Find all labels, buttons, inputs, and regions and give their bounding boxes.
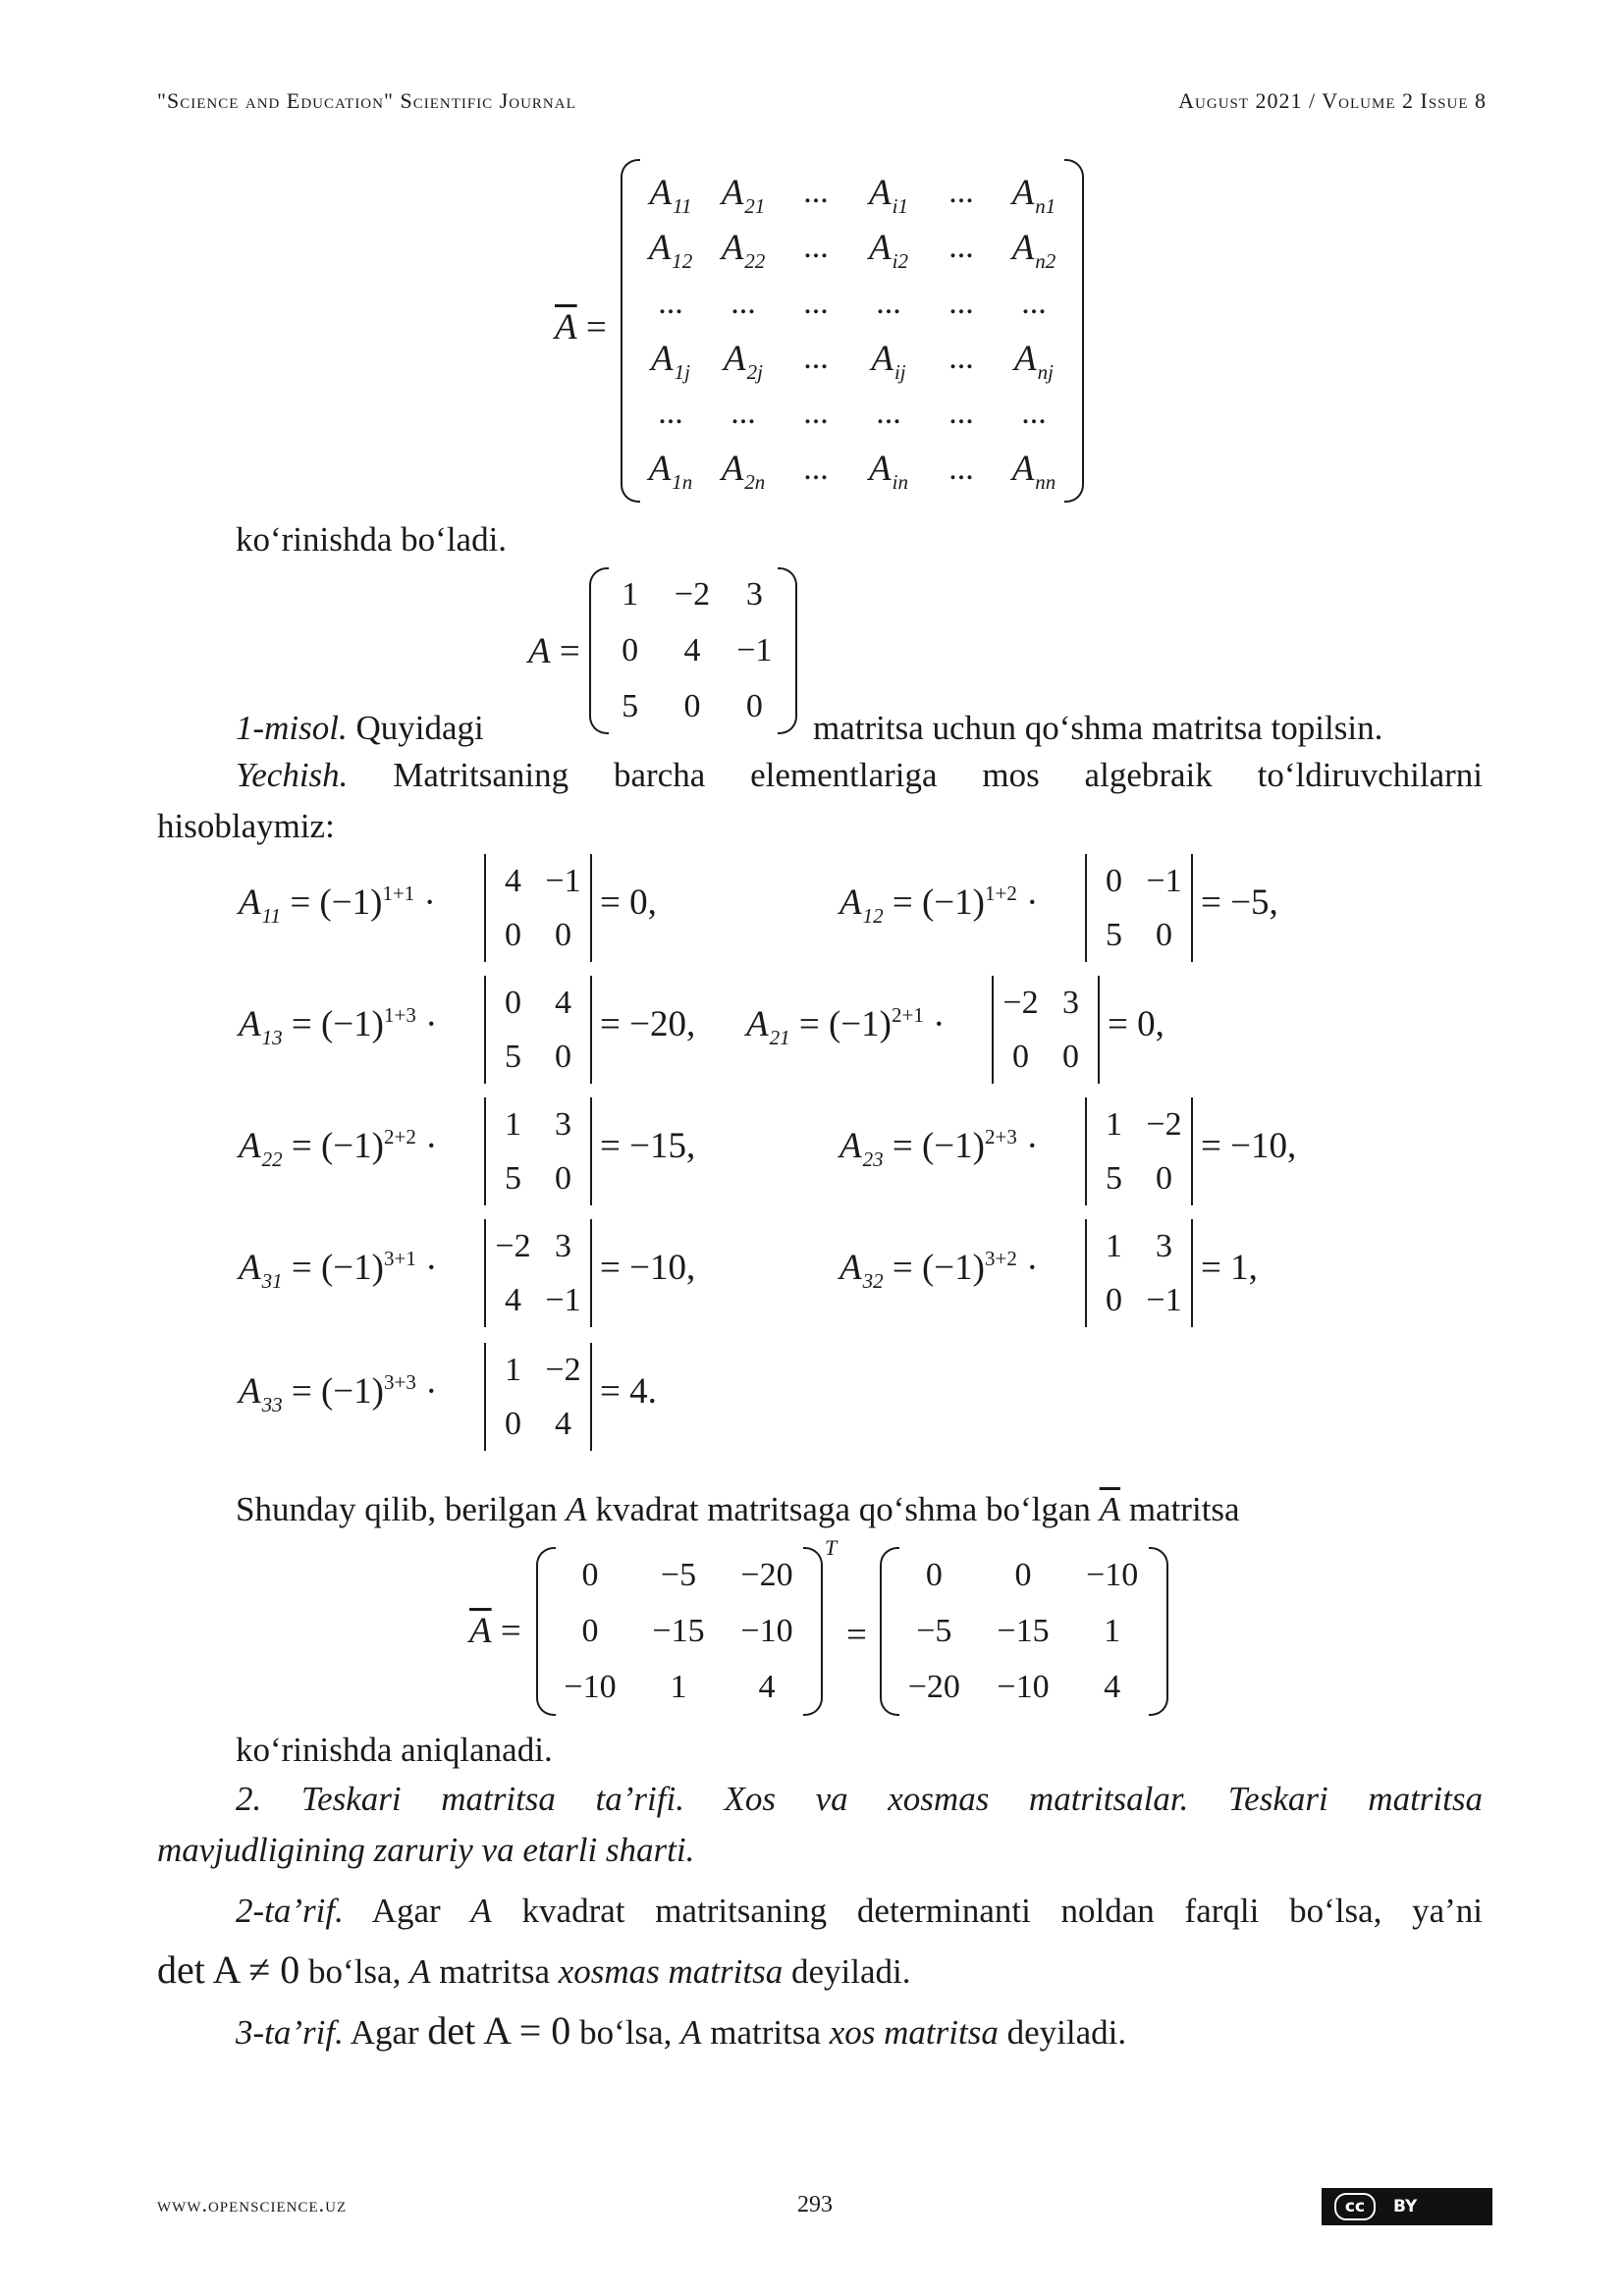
definition-2-cont: det A ≠ 0 bo‘lsa, A matritsa xosmas matritsa deyiladi. — [157, 1948, 911, 1992]
cofactor-symbol: A — [839, 882, 862, 923]
cofactor-lhs: $A_{22} = (-1)^{2+2}$ · — [239, 1125, 438, 1171]
matrix-entry: ... — [803, 340, 829, 377]
matrix-entry: −1 — [736, 631, 773, 668]
cofactor-index: 21 — [769, 1026, 790, 1049]
cofactor-power: 3+1 — [384, 1247, 416, 1270]
minor-entry: 0 — [1012, 1038, 1029, 1075]
minor-entry: −2 — [545, 1351, 581, 1388]
cofactor-33 — [239, 1343, 867, 1451]
matrix-entry: 3 — [745, 576, 763, 614]
matrix-entry: $A_{n2}$ — [1011, 227, 1056, 273]
matrix-entry: $A_{11}$ — [649, 172, 692, 218]
adjoint-general-matrix — [621, 159, 1084, 503]
cofactor-result: = 0, — [1108, 1004, 1164, 1044]
matrix-entry: ... — [1021, 284, 1047, 321]
cofactor-lhs: $A_{21} = (-1)^{2+1}$ · — [746, 1003, 946, 1049]
page-number: 293 — [797, 2192, 833, 2217]
cofactor-lhs: $A_{31} = (-1)^{3+1}$ · — [239, 1247, 438, 1293]
minor-entry: 0 — [505, 916, 521, 953]
minor-entry: −2 — [495, 1227, 531, 1264]
cofactor-sign: = (−1) — [883, 1248, 985, 1288]
cofactor-symbol: A — [239, 1004, 261, 1044]
minor-entry: −2 — [1002, 984, 1039, 1021]
matrix-entry: ... — [948, 229, 974, 266]
minor-entry: 1 — [505, 1105, 521, 1143]
cofactor-lhs: $A_{13} = (-1)^{1+3}$ · — [239, 1003, 438, 1049]
matrix-entry: ... — [731, 284, 756, 321]
cofactor-sign: = (−1) — [282, 1248, 384, 1288]
matrix-entry: ... — [731, 395, 756, 432]
matrix-entry: ... — [803, 174, 829, 211]
matrix-entry: $A_{n1}$ — [1011, 172, 1056, 218]
cofactor-minor — [484, 1343, 592, 1451]
section-2-heading-cont: mavjudligining zaruriy va etarli sharti. — [157, 1831, 695, 1869]
matrix-a — [589, 567, 797, 734]
minor-entry: 1 — [1106, 1227, 1122, 1264]
cofactor-lhs: $A_{12} = (-1)^{1+2}$ · — [839, 881, 1039, 928]
cofactor-31 — [239, 1219, 867, 1327]
minor-entry: 0 — [555, 1159, 571, 1197]
matrix-entry: $A_{i2}$ — [869, 227, 908, 273]
minor-entry: 5 — [505, 1159, 521, 1197]
cofactor-minor — [1085, 1219, 1193, 1327]
matrix-entry: −5 — [916, 1612, 952, 1649]
cofactor-minor — [484, 854, 592, 962]
cofactor-index: 11 — [261, 904, 282, 928]
matrix-entry: $A_{21}$ — [721, 172, 766, 218]
matrix-entry: −5 — [660, 1556, 697, 1593]
minor-entry: 0 — [1156, 916, 1172, 953]
journal-title: "Science and Education" Scientific Journal — [157, 88, 576, 113]
cofactor-index: 32 — [862, 1269, 884, 1293]
solution-paragraph: Yechish. Matritsaning barcha elementlariga mos algebraik to‘ldiruvchilarni — [236, 756, 1483, 794]
cofactor-index: 31 — [261, 1269, 283, 1293]
cofactor-23 — [839, 1097, 1468, 1205]
matrix-entry: $A_{2j}$ — [724, 338, 763, 384]
matrix-entry: 5 — [622, 687, 639, 724]
cofactor-index: 12 — [862, 904, 884, 928]
minor-entry: 5 — [1106, 1159, 1122, 1197]
cofactor-11 — [239, 854, 867, 962]
cofactor-symbol: A — [239, 882, 261, 923]
minor-entry: 4 — [505, 1281, 521, 1318]
matrix-entry: ... — [658, 284, 683, 321]
minor-entry: 3 — [1062, 984, 1079, 1021]
minor-entry: 5 — [505, 1038, 521, 1075]
matrix-entry: 0 — [683, 687, 701, 724]
cofactor-index: 22 — [261, 1148, 283, 1171]
minor-entry: 3 — [1156, 1227, 1172, 1264]
matrix-entry: $A_{nn}$ — [1011, 449, 1056, 495]
matrix-entry: ... — [876, 395, 901, 432]
minor-entry: −1 — [1146, 862, 1182, 899]
matrix-entry: ... — [803, 395, 829, 432]
minor-entry: 1 — [505, 1351, 521, 1388]
paragraph-aniqlanadi: ko‘rinishda aniqlanadi. — [236, 1731, 553, 1769]
cofactor-result: = −10, — [600, 1248, 696, 1288]
matrix-entry: −10 — [564, 1669, 617, 1706]
matrix-entry: 1 — [622, 576, 639, 614]
cofactor-symbol: A — [746, 1004, 769, 1044]
matrix-entry: −10 — [740, 1612, 793, 1649]
cofactor-power: 1+3 — [384, 1003, 416, 1027]
cofactor-symbol: A — [239, 1248, 261, 1288]
minor-entry: 0 — [1156, 1159, 1172, 1197]
cofactor-result: = −5, — [1201, 882, 1278, 923]
minor-entry: 0 — [1062, 1038, 1079, 1075]
matrix-entry: ... — [803, 284, 829, 321]
cofactor-result: = −15, — [600, 1126, 696, 1166]
cofactor-symbol: A — [239, 1371, 261, 1412]
example-intro: 1-misol. Quyidagi — [236, 709, 484, 747]
matrix-entry: ... — [948, 340, 974, 377]
cofactor-power: 1+2 — [985, 881, 1017, 905]
matrix-entry: 0 — [581, 1612, 599, 1649]
cofactor-sign: = (−1) — [282, 1371, 384, 1412]
definition-2: 2-ta’rif. Agar A kvadrat matritsaning determinanti noldan farqli bo‘lsa, ya’ni — [236, 1892, 1484, 1930]
cofactor-12 — [839, 854, 1468, 962]
conclusion-line: Shunday qilib, berilgan A kvadrat matritsaga qo‘shma bo‘lgan $\overline{A}$ matritsa — [236, 1490, 1240, 1528]
matrix-entry: ... — [876, 284, 901, 321]
cc-by-license-badge[interactable] — [1322, 2188, 1492, 2225]
minor-entry: 5 — [1106, 916, 1122, 953]
cofactor-symbol: A — [839, 1248, 862, 1288]
minor-entry: 3 — [555, 1105, 571, 1143]
cofactor-power: 3+2 — [985, 1247, 1017, 1270]
matrix-entry: −10 — [997, 1669, 1050, 1706]
matrix-entry: ... — [948, 174, 974, 211]
minor-entry: −1 — [1146, 1281, 1182, 1318]
cofactor-32 — [839, 1219, 1468, 1327]
minor-entry: 0 — [505, 1405, 521, 1442]
matrix-entry: 4 — [758, 1669, 776, 1706]
matrix-entry: ... — [948, 395, 974, 432]
minor-entry: 0 — [1106, 1281, 1122, 1318]
minor-entry: −2 — [1146, 1105, 1182, 1143]
matrix-entry: ... — [803, 450, 829, 487]
matrix-entry: $A_{2n}$ — [721, 449, 766, 495]
transpose-mark: T — [825, 1535, 838, 1560]
matrix-entry: −15 — [652, 1612, 705, 1649]
matrix-entry: 0 — [925, 1556, 943, 1593]
adjoint-left-matrix — [536, 1547, 823, 1716]
footer-website[interactable]: www.openscience.uz — [157, 2192, 348, 2216]
matrix-entry: ... — [803, 229, 829, 266]
minor-entry: 0 — [555, 1038, 571, 1075]
adjoint-result-label: $\overline{A}$ = — [469, 1611, 521, 1651]
cofactor-index: 13 — [261, 1026, 283, 1049]
matrix-entry: $A_{ij}$ — [871, 338, 906, 384]
minor-entry: 0 — [505, 984, 521, 1021]
cofactor-lhs: $A_{23} = (-1)^{2+3}$ · — [839, 1125, 1039, 1171]
cofactor-sign: = (−1) — [282, 1126, 384, 1166]
matrix-entry: −20 — [907, 1669, 960, 1706]
paragraph-korinishda: ko‘rinishda bo‘ladi. — [236, 520, 508, 559]
matrix-entry: 0 — [745, 687, 763, 724]
cofactor-sign: = (−1) — [883, 1126, 985, 1166]
cofactor-result: = −10, — [1201, 1126, 1297, 1166]
matrix-entry: 1 — [670, 1669, 687, 1706]
matrix-entry: ... — [1021, 395, 1047, 432]
matrix-entry: 0 — [1014, 1556, 1032, 1593]
cofactor-power: 2+3 — [985, 1125, 1017, 1148]
license-by-label: BY — [1393, 2197, 1418, 2216]
matrix-entry: ... — [948, 284, 974, 321]
cofactor-sign: = (−1) — [883, 882, 985, 923]
cofactor-symbol: A — [839, 1126, 862, 1166]
cofactor-power: 2+2 — [384, 1125, 416, 1148]
matrix-entry: −2 — [674, 576, 711, 614]
minor-entry: 0 — [1106, 862, 1122, 899]
cofactor-result: = 4. — [600, 1371, 657, 1412]
matrix-entry: 1 — [1104, 1612, 1121, 1649]
section-2-heading: 2. Teskari matritsa ta’rifi. Xos va xosmas matritsalar. Teskari matritsa — [236, 1780, 1483, 1818]
cofactor-minor — [484, 1097, 592, 1205]
cofactor-minor — [484, 1219, 592, 1327]
matrix-a-label: A = — [528, 631, 580, 671]
cofactor-lhs: $A_{32} = (-1)^{3+2}$ · — [839, 1247, 1039, 1293]
minor-entry: −1 — [545, 1281, 581, 1318]
matrix-entry: $A_{12}$ — [648, 227, 693, 273]
cofactor-power: 1+1 — [382, 881, 415, 905]
cofactor-lhs: $A_{33} = (-1)^{3+3}$ · — [239, 1370, 438, 1416]
minor-entry: 4 — [505, 862, 521, 899]
cofactor-power: 2+1 — [892, 1003, 924, 1027]
cofactor-result: = 0, — [600, 882, 657, 923]
matrix-entry: −15 — [997, 1612, 1050, 1649]
adjoint-label: $\overline{A}$ = — [555, 307, 607, 347]
cofactor-minor — [1085, 1097, 1193, 1205]
matrix-entry: $A_{in}$ — [869, 449, 908, 495]
cofactor-minor — [484, 976, 592, 1084]
matrix-entry: 4 — [683, 631, 701, 668]
cofactor-lhs: $A_{11} = (-1)^{1+1}$ · — [239, 881, 436, 928]
matrix-entry: $A_{22}$ — [721, 227, 766, 273]
matrix-entry: 0 — [581, 1556, 599, 1593]
equals-sign: = — [846, 1615, 867, 1655]
minor-entry: 1 — [1106, 1105, 1122, 1143]
matrix-entry: −10 — [1086, 1556, 1139, 1593]
matrix-entry: $A_{i1}$ — [869, 172, 908, 218]
cofactor-index: 33 — [261, 1393, 283, 1416]
minor-entry: 4 — [555, 1405, 571, 1442]
minor-entry: −1 — [545, 862, 581, 899]
matrix-entry: $A_{1n}$ — [648, 449, 693, 495]
cofactor-22 — [239, 1097, 867, 1205]
matrix-entry: −20 — [740, 1556, 793, 1593]
matrix-entry: $A_{nj}$ — [1014, 338, 1054, 384]
adjoint-right-matrix — [880, 1547, 1168, 1716]
cofactor-sign: = (−1) — [282, 1004, 384, 1044]
cofactor-result: = 1, — [1201, 1248, 1258, 1288]
matrix-entry: 4 — [1104, 1669, 1121, 1706]
minor-entry: 3 — [555, 1227, 571, 1264]
example-task: matritsa uchun qo‘shma matritsa topilsin. — [813, 709, 1383, 747]
cofactor-minor — [1085, 854, 1193, 962]
cofactor-21 — [746, 976, 1375, 1084]
matrix-entry: 0 — [622, 631, 639, 668]
minor-entry: 4 — [555, 984, 571, 1021]
cofactor-sign: = (−1) — [789, 1004, 892, 1044]
cofactor-minor — [992, 976, 1100, 1084]
cc-icon: cc — [1334, 2193, 1376, 2220]
cofactor-power: 3+3 — [384, 1370, 416, 1394]
issue-info: August 2021 / Volume 2 Issue 8 — [1178, 88, 1487, 113]
definition-3: 3-ta’rif. Agar det A = 0 bo‘lsa, A matritsa xos matritsa deyiladi. — [236, 2008, 1127, 2053]
matrix-entry: ... — [948, 450, 974, 487]
solution-continue: hisoblaymiz: — [157, 807, 335, 845]
cofactor-index: 23 — [862, 1148, 884, 1171]
cofactor-result: = −20, — [600, 1004, 696, 1044]
matrix-entry: ... — [658, 395, 683, 432]
cofactor-sign: = (−1) — [281, 882, 383, 923]
cofactor-symbol: A — [239, 1126, 261, 1166]
minor-entry: 0 — [555, 916, 571, 953]
matrix-entry: $A_{1j}$ — [651, 338, 690, 384]
